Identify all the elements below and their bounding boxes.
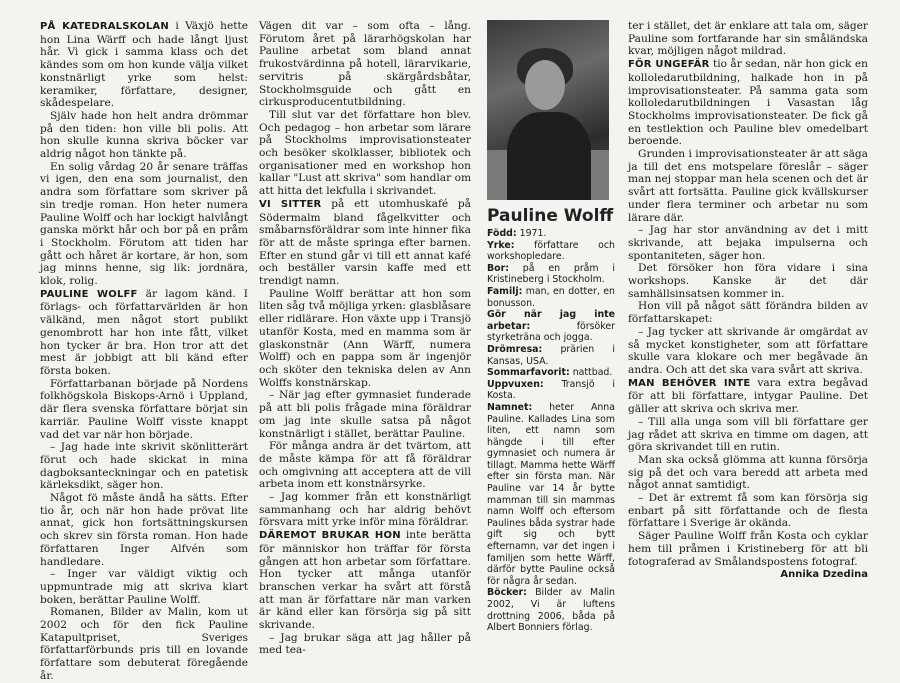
paragraph xyxy=(628,262,868,300)
fact-row xyxy=(487,379,615,402)
fact-value: försöker styrketräna och jogga. xyxy=(487,320,615,344)
paragraph xyxy=(40,492,248,568)
fact-label: Uppvuxen: xyxy=(487,378,544,390)
paragraph-lead-in: MAN BEHÖVER INTE xyxy=(628,377,751,389)
fact-row xyxy=(487,309,615,344)
paragraph-lead-in: PAULINE WOLFF xyxy=(40,288,138,300)
fact-value: man, en dotter, en bonusson. xyxy=(487,285,615,309)
paragraph xyxy=(628,58,868,148)
paragraph xyxy=(628,20,868,58)
fact-row xyxy=(487,587,615,633)
paragraph-text: inte berätta för människor hon träffar för första gången att hon arbetar som författare. Hon tycker att många utanför branschen verkar ha svårt att förstå att man är författare när man varken är känd eller kan försörja sig på sitt skrivande. xyxy=(259,529,472,632)
paragraph-text: Hon vill på något sätt förändra bilden av författarskapet: xyxy=(628,300,868,326)
paragraph xyxy=(40,110,248,161)
fact-row xyxy=(487,228,615,240)
paragraph-text: – Jag hade inte skrivit skönlitterärt förut och hade skickat in mina dagboksanteckningar och en patetisk kärleksdikt, säger hon. xyxy=(40,441,248,492)
fact-row xyxy=(487,402,615,588)
paragraph-text: Det försöker hon föra vidare i sina workshops. Kanske är det där samhällsinsatsen kommer in. xyxy=(628,262,868,300)
paragraph-text: – Det är extremt få som kan försörja sig enbart på sitt författande och de flesta författare i Sverige är okända. xyxy=(628,492,868,530)
paragraph xyxy=(259,491,471,529)
fact-label: Född: xyxy=(487,228,517,239)
fact-box-column xyxy=(487,20,615,634)
paragraph-text: – Inger var väldigt viktig och uppmuntrade mig att skriva klart boken, berättar Pauline Wolff. xyxy=(40,568,248,606)
paragraph xyxy=(40,288,248,378)
paragraph-text: Grunden i improvisationsteater är att säga ja till det ens motspelare föreslår – säger man nej stoppar man hela scenen och det är svårt att fortsätta. Pauline gick kvällskurser under flera terminer och arbetar nu som lärare där. xyxy=(628,148,868,224)
paragraph xyxy=(259,440,471,491)
paragraph xyxy=(628,300,868,325)
paragraph-text: vara extra begåvad för att bli författare, intygar Pauline. Det gäller att skriva och skriva mer. xyxy=(628,376,868,416)
paragraph-text: Till slut var det författare hon blev. Och pedagog – hon arbetar som lärare på Stockholms improvisationsteater och besöker skolklasser, bibliotek och organisationer med en workshop hon kallar "Lust att skriva" som handlar om att hitta det lekfulla i skrivandet. xyxy=(259,108,471,198)
paragraph-text: i Växjö hette hon Lina Wärff och hade långt ljust hår. Vi gick i samma klass och det kändes som om hon kunde välja vilket konstnärligt yrke som helst: keramiker, författare, designer, skådespelare. xyxy=(40,20,248,110)
paragraph-text: ter i stället, det är enklare att tala om, säger Pauline som fortfarande har sin småländska kvar, möjligen något mildrad. xyxy=(628,20,868,58)
fact-label: Drömresa: xyxy=(487,343,543,355)
fact-row xyxy=(487,286,615,309)
paragraph-lead-in: DÄREMOT BRUKAR HON xyxy=(259,530,401,542)
fact-row xyxy=(487,240,615,263)
fact-value: Transjö i Kosta. xyxy=(487,378,615,402)
fact-value: på en pråm i Kristineberg i Stockholm. xyxy=(487,262,615,286)
paragraph xyxy=(40,378,248,442)
paragraph-lead-in: PÅ KATEDRALSKOLAN xyxy=(40,21,169,32)
fact-label: Yrke: xyxy=(487,239,515,251)
paragraph-text: på ett utomhuskafé på Södermalm bland fågelkvitter och småbarnsföräldrar som inte hinner fika för att de måste springa efter barnen. Efter en stund går vi till ett annat kafé och beställer varsin kaffe med ett trendigt namn. xyxy=(259,197,471,288)
fact-label: Familj: xyxy=(487,285,523,297)
paragraph-text: Man ska också glömma att kunna försörja sig på det och vara beredd att arbeta med något annat samtidigt. xyxy=(628,453,868,492)
paragraph xyxy=(259,529,471,632)
byline: Annika Dzedina xyxy=(780,569,868,581)
paragraph xyxy=(40,606,248,682)
paragraph-text: – Till alla unga som vill bli författare ger jag rådet att skriva en timme om dagen, att göra skrivandet till en rutin. xyxy=(628,415,868,454)
article-column-1 xyxy=(40,20,248,683)
paragraph-text: – Jag tycker att skrivande är omgärdat av så mycket konstigheter, som att författare skulle vara klokare och mer begåvade än andra. Och att det ska vara svårt att skriva. xyxy=(628,325,868,376)
article-column-4 xyxy=(628,20,868,582)
paragraph xyxy=(628,492,868,530)
paragraph-text: Romanen, Bilder av Malin, kom ut 2002 och för den fick Pauline Katapultpriset, Sveriges författarförbunds pris till en lovande författare som debuterat föregående år. xyxy=(40,606,248,682)
paragraph-text: För många andra är det tvärtom, att de måste kämpa för att få föräldrar och omgivning att acceptera att de vill arbeta inom ett konstnärsyrke. xyxy=(259,440,471,491)
fact-value: författare och workshopledare. xyxy=(487,239,615,263)
paragraph xyxy=(628,454,868,492)
paragraph xyxy=(628,377,868,416)
paragraph-lead-in: FÖR UNGEFÄR xyxy=(628,59,710,71)
paragraph-text: – Jag kommer från ett konstnärligt sammanhang och har aldrig behövt försvara mitt yrke inför mina föräldrar. xyxy=(259,491,471,529)
fact-label: Namnet: xyxy=(487,401,533,413)
fact-row xyxy=(487,344,615,367)
fact-label: Böcker: xyxy=(487,587,527,599)
paragraph xyxy=(259,389,471,440)
fact-box-name: Pauline Wolff xyxy=(487,206,614,226)
fact-value: Bilder av Malin 2002, Vi är luftens drottning 2006, båda på Albert Bonniers förlag. xyxy=(487,587,615,634)
fact-row xyxy=(487,263,615,286)
paragraph-text: – Jag har stor användning av det i mitt skrivande, att bejaka impulserna och spontaniteten, säger hon. xyxy=(628,224,868,262)
paragraph xyxy=(259,20,471,109)
paragraph xyxy=(628,416,868,454)
paragraph xyxy=(628,326,868,377)
fact-value: 1971. xyxy=(516,228,547,239)
paragraph xyxy=(259,109,471,198)
paragraph xyxy=(40,161,248,288)
article-column-2 xyxy=(259,20,471,657)
paragraph-lead-in: VI SITTER xyxy=(259,198,322,210)
paragraph-text: – Jag brukar säga att jag håller på med tea- xyxy=(259,631,471,657)
fact-box xyxy=(487,228,615,634)
fact-value: heter Anna Pauline. Kallades Lina som liten, ett namn som hängde i till efter gymnasiet och numera är tillagt. Mamma hette Wärff efter sin första man. När Pauline var 14 år bytte mamman till sin mammas namn Wolff och eftersom Paulines båda systrar hade gift sig och bytt efternamn, var det ingen i familjen som hette Wärff, därför bytte Pauline också för några år sedan. xyxy=(487,401,615,587)
paragraph-text: En solig vårdag 20 år senare träffas vi igen, den ena som journalist, den andra som författare som skriver på sin tredje roman. Hon heter numera Pauline Wolff och har lockigt halvlångt ganska mörkt hår och bor på en pråm i Stockholm. Förutom att tiden har gått och håret är kortare, är hon, som jag minns henne, sig lik: jordnära, klok, rolig. xyxy=(40,160,248,288)
paragraph-text: är lagom känd. I förlags- och författarvärlden är hon välkänd, men något stort publikt genombrott har hon inte fått, vilket hon tycker är bra. Hon tror att det mest är jobbigt att bli känd efter första boken. xyxy=(40,287,248,377)
fact-label: Bor: xyxy=(487,262,509,274)
paragraph-text: – När jag efter gymnasiet funderade på att bli polis frågade mina föräldrar om jag inte skulle satsa på något konstnärligt i stället, berättar Pauline. xyxy=(259,389,471,440)
paragraph xyxy=(259,632,471,657)
paragraph xyxy=(40,441,248,492)
portrait-photo xyxy=(487,20,609,200)
paragraph-text: Själv hade hon helt andra drömmar på den tiden: hon ville bli polis. Att hon skulle kunna skriva böcker var aldrig något hon tänkte på. xyxy=(40,109,248,161)
paragraph xyxy=(40,568,248,606)
paragraph-text: Vägen dit var – som ofta – lång. Förutom året på lärarhögskolan har Pauline arbetat som bland annat frukostvärdinna på hotell, lärarvikarie, servitris på skärgårdsbåtar, Stockholmsguide och gått en cirkusproducentutbildning. xyxy=(259,20,471,109)
paragraph xyxy=(628,148,868,224)
fact-label: Sommarfavorit: xyxy=(487,367,570,379)
paragraph-text: Författarbanan började på Nordens folkhögskola Biskops-Arnö i Uppland, där flera svenska författare börjat sin karriär. Pauline Wolff visste knappt vad det var när hon började. xyxy=(40,377,248,441)
paragraph-text: tio år sedan, när hon gick en kolloledarutbildning, halkade hon in på improvisationsteater. På samma gata som kolloledarutbildningen i Vasastan låg Stockholms improvisationsteater. De fick gå en testlektion och Pauline blev omedelbart beroende. xyxy=(628,58,868,148)
fact-label: Gör när jag inte arbetar: xyxy=(487,309,615,332)
paragraph-text: Säger Pauline Wolff från Kosta och cyklar hem till pråmen i Kristineberg för att bli fotograferad av Smålandspostens fotograf. xyxy=(628,530,868,568)
fact-value: prärien i Kansas, USA. xyxy=(487,343,615,367)
fact-row xyxy=(487,367,615,379)
fact-value: nattbad. xyxy=(569,367,613,379)
paragraph xyxy=(628,224,868,262)
paragraph xyxy=(628,530,868,568)
paragraph-text: Pauline Wolff berättar att hon som liten såg två möjliga yrken: glasblåsare eller ridlärare. Hon växte upp i Transjö utanför Kosta, med en mamma som är glaskonstnär (Ann Wärff, numera Wolff) och en pappa som är ingenjör och sköter den tekniska delen av Ann Wolffs konstnärskap. xyxy=(259,287,471,389)
paragraph xyxy=(40,20,248,110)
paragraph xyxy=(259,198,471,288)
paragraph-text: Något fö måste ändå ha sätts. Efter tio år, och när hon hade prövat lite annat, gick hon fortsättningskursen och skrev sin första roman. Hon hade författaren Inger Alfvén som handledare. xyxy=(40,492,248,568)
paragraph xyxy=(259,288,471,390)
